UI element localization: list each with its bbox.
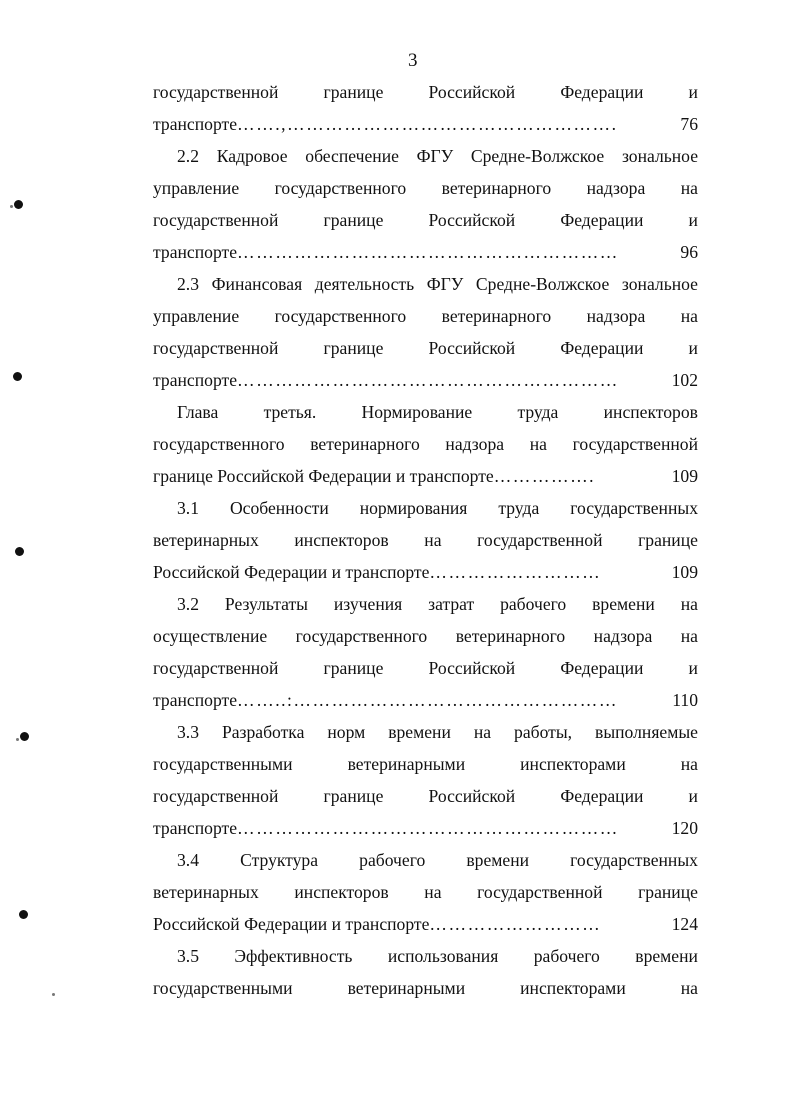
toc-word: 2.3 — [177, 274, 199, 294]
toc-word: Структура — [240, 850, 319, 870]
scan-speck — [16, 738, 19, 741]
toc-entry-text: Российской Федерации и транспорте — [153, 914, 430, 934]
toc-word: Кадровое — [216, 146, 288, 166]
toc-word: зональное — [621, 274, 698, 294]
toc-word: управление — [153, 178, 240, 198]
toc-word: Федерации — [560, 82, 644, 102]
toc-word: на — [680, 626, 698, 646]
dot-leader: ……..:…………………………………………… — [237, 690, 618, 710]
toc-entry-text: транспорте — [153, 818, 238, 838]
toc-word: рабочего — [533, 946, 600, 966]
toc-word: ФГУ — [426, 274, 464, 294]
toc-page-ref: 102 — [671, 370, 698, 390]
toc-line — [153, 492, 698, 524]
toc-word: Разработка — [221, 722, 305, 742]
toc-line — [153, 620, 698, 652]
toc-page-ref: 76 — [680, 114, 698, 134]
toc-word: Нормирование — [361, 402, 473, 422]
toc-word: границе — [638, 882, 698, 902]
dot-leader: …………………………………………………… — [237, 242, 619, 262]
toc-word: третья. — [263, 402, 317, 422]
toc-entry-text: транспорте — [153, 114, 238, 134]
toc-word: государственной — [477, 882, 603, 902]
toc-page-ref: 109 — [671, 466, 698, 486]
toc-word: и — [688, 210, 698, 230]
toc-word: государственного — [295, 626, 428, 646]
toc-leader-line — [153, 684, 698, 716]
toc-word: времени — [592, 594, 655, 614]
toc-line — [153, 204, 698, 236]
toc-word: и — [688, 338, 698, 358]
toc-word: работы, — [514, 722, 573, 742]
toc-word: ветеринарного — [310, 434, 420, 454]
toc-word: границе — [323, 82, 384, 102]
toc-line — [153, 332, 698, 364]
toc-line — [153, 940, 698, 972]
toc-word: 3.1 — [177, 498, 199, 518]
toc-word: государственной — [477, 530, 603, 550]
punch-hole-mark — [20, 732, 29, 741]
toc-word: инспекторов — [294, 530, 389, 550]
toc-line — [153, 780, 698, 812]
toc-line — [153, 588, 698, 620]
page-number: 3 — [408, 50, 418, 71]
toc-entry-text: транспорте — [153, 242, 238, 262]
dot-leader: …………………………………………………… — [237, 370, 619, 390]
toc-word: норм — [327, 722, 366, 742]
toc-line — [153, 172, 698, 204]
toc-leader-line — [153, 364, 698, 396]
toc-word: и — [688, 658, 698, 678]
toc-leader-line — [153, 460, 698, 492]
toc-word: ветеринарными — [347, 754, 466, 774]
toc-word: на — [473, 722, 492, 742]
toc-word: инспекторов — [294, 882, 389, 902]
toc-word: Российской — [428, 82, 516, 102]
toc-page-ref: 124 — [671, 914, 698, 934]
punch-hole-mark — [14, 200, 23, 209]
punch-hole-mark — [19, 910, 28, 919]
toc-word: на — [680, 594, 698, 614]
toc-word: зональное — [621, 146, 698, 166]
toc-leader-line — [153, 812, 698, 844]
dot-leader: …………………………………………………… — [237, 818, 619, 838]
toc-word: ветеринарного — [441, 178, 552, 198]
toc-word: ветеринарных — [153, 530, 259, 550]
toc-word: Глава — [177, 402, 219, 422]
toc-word: на — [680, 978, 698, 998]
toc-word: границе — [323, 658, 384, 678]
toc-word: инспекторами — [520, 978, 626, 998]
toc-word: государственной — [153, 82, 279, 102]
toc-word: времени — [635, 946, 698, 966]
toc-word: ветеринарных — [153, 882, 259, 902]
scan-speck — [10, 205, 13, 208]
toc-word: государственной — [153, 210, 279, 230]
toc-word: государственного — [153, 434, 285, 454]
toc-line — [153, 524, 698, 556]
toc-word: Финансовая — [211, 274, 303, 294]
toc-word: Федерации — [560, 786, 644, 806]
toc-leader-line — [153, 236, 698, 268]
dot-leader: ……………………… — [429, 562, 602, 582]
toc-word: нормирования — [359, 498, 468, 518]
toc-line — [153, 76, 698, 108]
toc-word: государственной — [153, 338, 279, 358]
toc-line — [153, 140, 698, 172]
toc-line — [153, 972, 698, 1004]
toc-word: ФГУ — [416, 146, 454, 166]
toc-leader-line — [153, 108, 698, 140]
toc-word: ветеринарными — [347, 978, 466, 998]
toc-word: изучения — [333, 594, 403, 614]
toc-word: на — [680, 178, 698, 198]
toc-word: рабочего — [500, 594, 567, 614]
toc-line — [153, 716, 698, 748]
punch-hole-mark — [15, 547, 24, 556]
toc-word: Федерации — [560, 338, 644, 358]
toc-word: на — [680, 754, 698, 774]
toc-word: труда — [517, 402, 559, 422]
toc-word: Средне-Волжское — [475, 274, 610, 294]
toc-leader-line — [153, 556, 698, 588]
toc-word: рабочего — [359, 850, 426, 870]
dot-leader: …….,……………………………………………. — [237, 114, 618, 134]
toc-word: Федерации — [560, 210, 644, 230]
toc-word: выполняемые — [595, 722, 698, 742]
toc-word: государственными — [153, 978, 293, 998]
toc-entry-text: границе Российской Федерации и транспорте — [153, 466, 494, 486]
toc-word: на — [680, 306, 698, 326]
toc-word: Особенности — [229, 498, 329, 518]
toc-entry-text: транспорте — [153, 370, 238, 390]
toc-word: государственной — [153, 786, 279, 806]
dot-leader: ……………. — [493, 466, 596, 486]
toc-word: использования — [387, 946, 499, 966]
toc-word: государственного — [274, 306, 407, 326]
toc-word: Российской — [428, 338, 516, 358]
toc-word: 3.4 — [177, 850, 199, 870]
toc-word: Российской — [428, 658, 516, 678]
toc-line — [153, 300, 698, 332]
toc-word: времени — [388, 722, 451, 742]
toc-word: границе — [323, 786, 384, 806]
punch-hole-mark — [13, 372, 22, 381]
toc-word: и — [688, 786, 698, 806]
toc-line — [153, 652, 698, 684]
toc-word: управление — [153, 306, 240, 326]
toc-entry-text: Российской Федерации и транспорте — [153, 562, 430, 582]
toc-word: Результаты — [224, 594, 308, 614]
toc-page-ref: 109 — [671, 562, 698, 582]
toc-entry-text: транспорте — [153, 690, 238, 710]
table-of-contents — [153, 76, 698, 1004]
toc-word: на — [529, 434, 547, 454]
toc-word: государственной — [153, 658, 279, 678]
toc-word: и — [688, 82, 698, 102]
toc-line — [153, 748, 698, 780]
toc-line — [153, 876, 698, 908]
toc-word: Российской — [428, 210, 516, 230]
toc-word: осуществление — [153, 626, 268, 646]
toc-word: государственного — [274, 178, 407, 198]
toc-word: деятельность — [314, 274, 415, 294]
toc-word: надзора — [445, 434, 505, 454]
toc-line — [153, 396, 698, 428]
toc-page-ref: 120 — [671, 818, 698, 838]
toc-word: Российской — [428, 786, 516, 806]
toc-word: 3.5 — [177, 946, 199, 966]
toc-word: государственными — [153, 754, 293, 774]
toc-word: государственной — [572, 434, 698, 454]
toc-word: 3.2 — [177, 594, 199, 614]
toc-word: надзора — [593, 626, 653, 646]
toc-word: затрат — [428, 594, 475, 614]
toc-word: ветеринарного — [455, 626, 566, 646]
toc-word: на — [424, 530, 442, 550]
toc-word: государственных — [570, 850, 698, 870]
scan-speck — [52, 993, 55, 996]
toc-word: надзора — [586, 178, 646, 198]
toc-word: на — [424, 882, 442, 902]
toc-word: границе — [323, 338, 384, 358]
toc-leader-line — [153, 908, 698, 940]
toc-word: надзора — [586, 306, 646, 326]
toc-word: 2.2 — [177, 146, 199, 166]
toc-line — [153, 844, 698, 876]
toc-page-ref: 96 — [680, 242, 698, 262]
toc-word: Федерации — [560, 658, 644, 678]
toc-word: обеспечение — [305, 146, 399, 166]
toc-word: инспекторами — [520, 754, 626, 774]
toc-word: границе — [323, 210, 384, 230]
dot-leader: ……………………… — [429, 914, 602, 934]
toc-word: 3.3 — [177, 722, 199, 742]
toc-word: времени — [466, 850, 530, 870]
toc-word: Эффективность — [234, 946, 353, 966]
toc-word: труда — [498, 498, 540, 518]
toc-word: границе — [638, 530, 698, 550]
toc-word: государственных — [570, 498, 698, 518]
toc-line — [153, 268, 698, 300]
toc-word: инспекторов — [603, 402, 698, 422]
toc-word: Средне-Волжское — [470, 146, 605, 166]
toc-page-ref: 110 — [672, 690, 698, 710]
toc-line — [153, 428, 698, 460]
toc-word: ветеринарного — [441, 306, 552, 326]
